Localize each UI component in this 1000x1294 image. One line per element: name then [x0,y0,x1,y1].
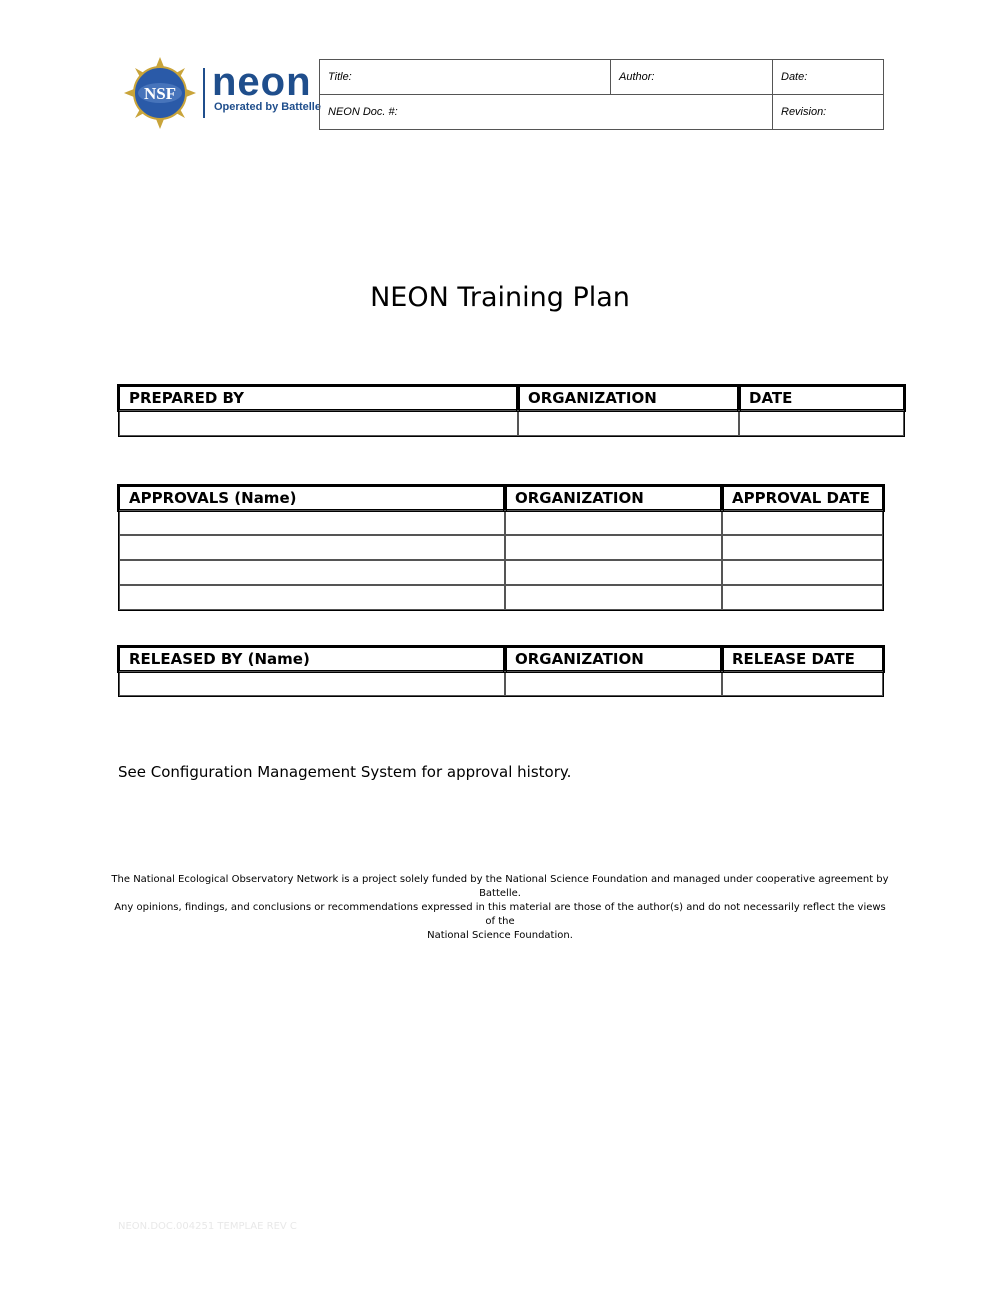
title-field[interactable]: Title: [320,60,611,95]
released-by-table [118,646,884,697]
approval-date-cell[interactable] [722,585,883,610]
neon-logo-text: neon [212,60,312,104]
table-row [119,510,883,535]
prepared-by-cell[interactable] [119,410,518,436]
organization-header: ORGANIZATION [505,647,722,671]
date-cell[interactable] [739,410,904,436]
approval-org-cell[interactable] [505,510,722,535]
approval-date-cell[interactable] [722,510,883,535]
nsf-logo-text: NSF [143,84,177,103]
prepared-by-header: PREPARED BY [119,386,518,410]
revision-field[interactable]: Revision: [773,95,884,130]
page-title: NEON Training Plan [370,282,630,313]
disclaimer-line: Any opinions, findings, and conclusions or recommendations expressed in this material are those of the author(s) and do not necessarily reflect the views of the [114,902,886,927]
release-date-header: RELEASE DATE [722,647,883,671]
approval-name-cell[interactable] [119,535,505,560]
release-date-cell[interactable] [722,671,883,696]
approval-org-cell[interactable] [505,560,722,585]
approvals-table [118,485,884,611]
approval-date-header: APPROVAL DATE [722,486,883,510]
doc-number-field[interactable]: NEON Doc. #: [320,95,773,130]
date-header: DATE [739,386,904,410]
document-header-table [319,59,884,130]
approval-date-cell[interactable] [722,535,883,560]
logo-tagline: Operated by Battelle [214,101,321,113]
approval-org-cell[interactable] [505,535,722,560]
approval-name-cell[interactable] [119,510,505,535]
approval-name-cell[interactable] [119,585,505,610]
logo-divider [203,68,205,118]
approval-history-note: See Configuration Management System for approval history. [118,763,572,781]
funding-disclaimer [110,873,890,943]
organization-header: ORGANIZATION [505,486,722,510]
organization-header: ORGANIZATION [518,386,739,410]
approval-name-cell[interactable] [119,560,505,585]
approvals-name-header: APPROVALS (Name) [119,486,505,510]
nsf-logo [124,57,196,129]
template-code: NEON.DOC.004251 TEMPLAE REV C [118,1221,297,1232]
release-org-cell[interactable] [505,671,722,696]
approval-date-cell[interactable] [722,560,883,585]
organization-cell[interactable] [518,410,739,436]
released-by-cell[interactable] [119,671,505,696]
table-row [119,585,883,610]
table-row [119,560,883,585]
prepared-by-table [118,385,905,437]
released-by-header: RELEASED BY (Name) [119,647,505,671]
author-field[interactable]: Author: [611,60,773,95]
disclaimer-line: The National Ecological Observatory Network is a project solely funded by the National Science Foundation and managed under cooperative agreement by Battelle. [111,874,889,899]
disclaimer-line: National Science Foundation. [427,930,573,941]
approval-org-cell[interactable] [505,585,722,610]
date-field[interactable]: Date: [773,60,884,95]
table-row [119,535,883,560]
